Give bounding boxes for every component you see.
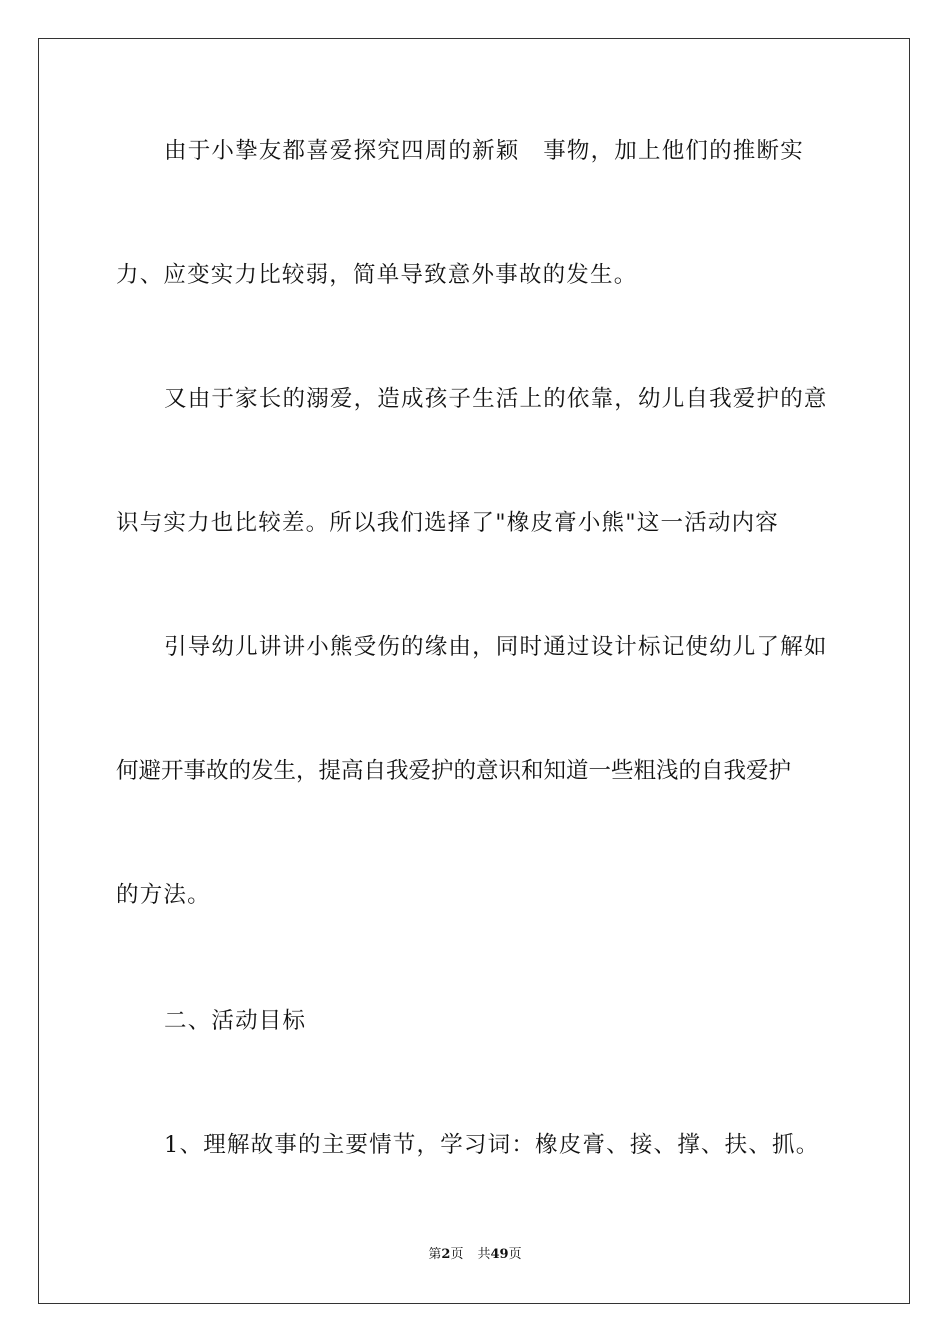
page-border xyxy=(38,38,910,1304)
goal-item-1: 1、理解故事的主要情节，学习词：橡皮膏、接、撑、扶、抓。 xyxy=(164,1132,820,1158)
section-heading-activity-goals: 二、活动目标 xyxy=(164,1008,307,1034)
page-prefix: 第 xyxy=(428,1247,442,1262)
paragraph-1-line-1: 由于小挚友都喜爱探究四周的新颖 事物，加上他们的推断实 xyxy=(164,138,804,164)
paragraph-2-line-2: 识与实力也比较差。所以我们选择了"橡皮膏小熊"这一活动内容 xyxy=(116,510,779,536)
page-footer xyxy=(0,1246,950,1264)
page-number: 2 xyxy=(441,1247,451,1262)
paragraph-3-line-1: 引导幼儿讲讲小熊受伤的缘由，同时通过设计标记使幼儿了解如 xyxy=(164,634,828,660)
page-suffix: 页 xyxy=(450,1247,464,1262)
paragraph-2-line-1: 又由于家长的溺爱，造成孩子生活上的依靠，幼儿自我爱护的意 xyxy=(164,386,828,412)
total-pages: 49 xyxy=(490,1247,509,1262)
total-suffix: 页 xyxy=(508,1247,522,1262)
paragraph-3-line-3: 的方法。 xyxy=(116,882,211,908)
paragraph-1-line-2: 力、应变实力比较弱，简单导致意外事故的发生。 xyxy=(116,262,638,288)
paragraph-3-line-2: 何避开事故的发生，提高自我爱护的意识和知道一些粗浅的自我爱护 xyxy=(116,758,792,784)
total-prefix: 共 xyxy=(477,1247,491,1262)
